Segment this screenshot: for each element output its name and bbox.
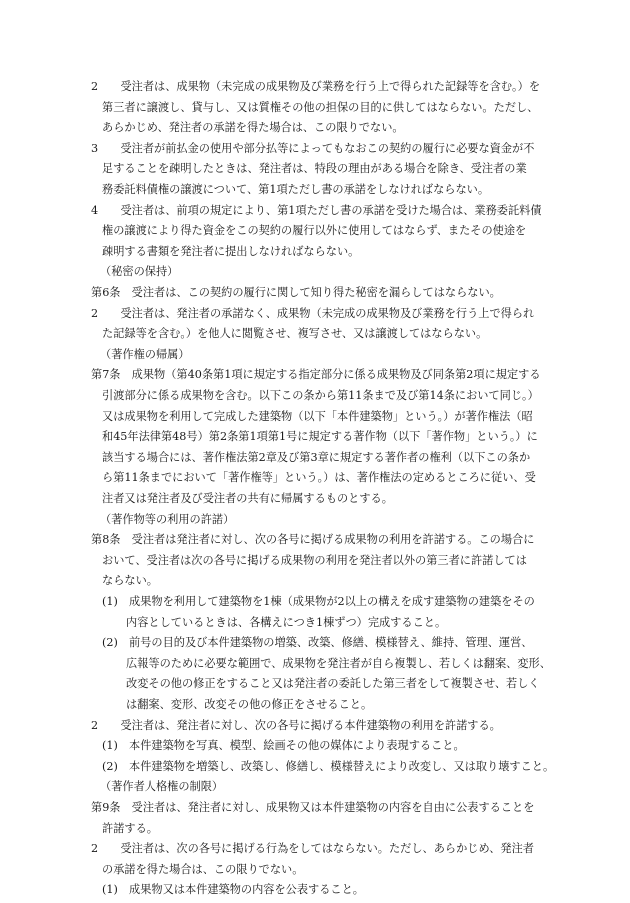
section-heading: （著作権の帰属） [100, 347, 190, 361]
text-line: 権の譲渡により得た資金をこの契約の履行以外に使用してはならず、またその使途を [102, 224, 527, 238]
list-item: (1) 本件建築物を写真、模型、絵画その他の媒体により表現すること。 [102, 739, 465, 753]
text-line: 又は成果物を利用して完成した建築物（以下「本件建築物」という。）が著作権法（昭 [102, 409, 533, 423]
text-line: 2 受注者は、発注者に対し、次の各号に掲げる本件建築物の利用を許諾する。 [91, 718, 501, 732]
list-item: (2) 本件建築物を増築し、改築し、修繕し、模様替えにより改変し、又は取り壊すこと。 [102, 759, 555, 773]
text-line: た記録等を含む。）を他人に閲覧させ、複写させ、又は譲渡してはならない。 [102, 327, 488, 341]
list-item: (2) 前号の目的及び本件建築物の増築、改築、修繕、模様替え、維持、管理、運営、 [102, 636, 533, 650]
article-line: 第9条 受注者は、発注者に対し、成果物又は本件建築物の内容を自由に公表することを [91, 801, 535, 814]
text-line: 2 受注者は、成果物（未完成の成果物及び業務を行う上で得られた記録等を含む。）を [91, 80, 541, 93]
text-line: 広報等のために必要な範囲で、成果物を発注者が自ら複製し、若しくは翻案、変形、 [126, 656, 551, 670]
list-item: (1) 成果物又は本件建築物の内容を公表すること。 [102, 883, 364, 897]
text-line: ならない。 [102, 574, 158, 588]
text-line: おいて、受注者は次の各号に掲げる成果物の利用を発注者以外の第三者に許諾しては [102, 553, 527, 567]
list-item: (1) 成果物を利用して建築物を1棟（成果物が2以上の構えを成す建築物の建築をその [102, 595, 535, 608]
section-heading: （秘密の保持） [100, 265, 179, 279]
text-line: 該当する場合には、著作権法第2章及び第3章に規定する著作者の権利（以下この条か [102, 450, 531, 464]
text-line: 改変その他の修正をすること又は発注者の委託した第三者をして複製させ、若しく [126, 677, 540, 691]
text-line: あらかじめ、発注者の承諾を得た場合は、この限りでない。 [102, 121, 404, 135]
text-line: ら第11条までにおいて「著作権等」という。）は、著作権法の定めるところに従い、受 [102, 471, 536, 485]
text-line: 2 受注者は、発注者の承諾なく、成果物（未完成の成果物及び業務を行う上で得られ [91, 306, 535, 320]
text-line: 第三者に譲渡し、貸与し、又は質権その他の担保の目的に供してはならない。ただし、 [102, 100, 539, 114]
text-line: は翻案、変形、改変その他の修正をさせること。 [126, 698, 373, 711]
text-line: 務委託料債権の譲渡について、第1項ただし書の承諾をしなければならない。 [102, 183, 490, 196]
text-line: 疎明する書類を発注者に提出しなければならない。 [102, 244, 360, 258]
text-line: 引渡部分に係る成果物を含む。以下この条から第11条まで及び第14条において同じ。） [102, 389, 539, 402]
section-heading: （著作者人格権の制限） [100, 780, 224, 794]
text-line: 2 受注者は、次の各号に掲げる行為をしてはならない。ただし、あらかじめ、発注者 [91, 842, 534, 856]
text-line: 内容としているときは、各構えにつき1棟ずつ）完成すること。 [126, 615, 447, 629]
text-line: 足することを疎明したときは、発注者は、特段の理由がある場合を除き、受注者の業 [102, 162, 527, 176]
article-line: 第7条 成果物（第40条第1項に規定する指定部分に係る成果物及び同条第2項に規定する [91, 368, 541, 382]
section-heading: （著作物等の利用の許諾） [100, 512, 235, 526]
article-line: 第8条 受注者は発注者に対し、次の各号に掲げる成果物の利用を許諾する。この場合に [91, 533, 535, 547]
text-line: 許諾する。 [102, 821, 158, 835]
text-line: 3 受注者が前払金の使用や部分払等によってもなおこの契約の履行に必要な資金が不 [91, 141, 535, 155]
text-line: 和45年法律第48号）第2条第1項第1号に規定する著作物（以下「著作物」という。）に [102, 430, 538, 444]
text-line: 注者又は発注者及び受注者の共有に帰属するものとする。 [102, 492, 393, 505]
text-line: 4 受注者は、前項の規定により、第1項ただし書の承諾を受けた場合は、業務委託料債 [91, 203, 542, 217]
article-line: 第6条 受注者は、この契約の履行に関して知り得た秘密を漏らしてはならない。 [91, 286, 501, 299]
text-line: の承諾を得た場合は、この限りでない。 [102, 862, 304, 876]
